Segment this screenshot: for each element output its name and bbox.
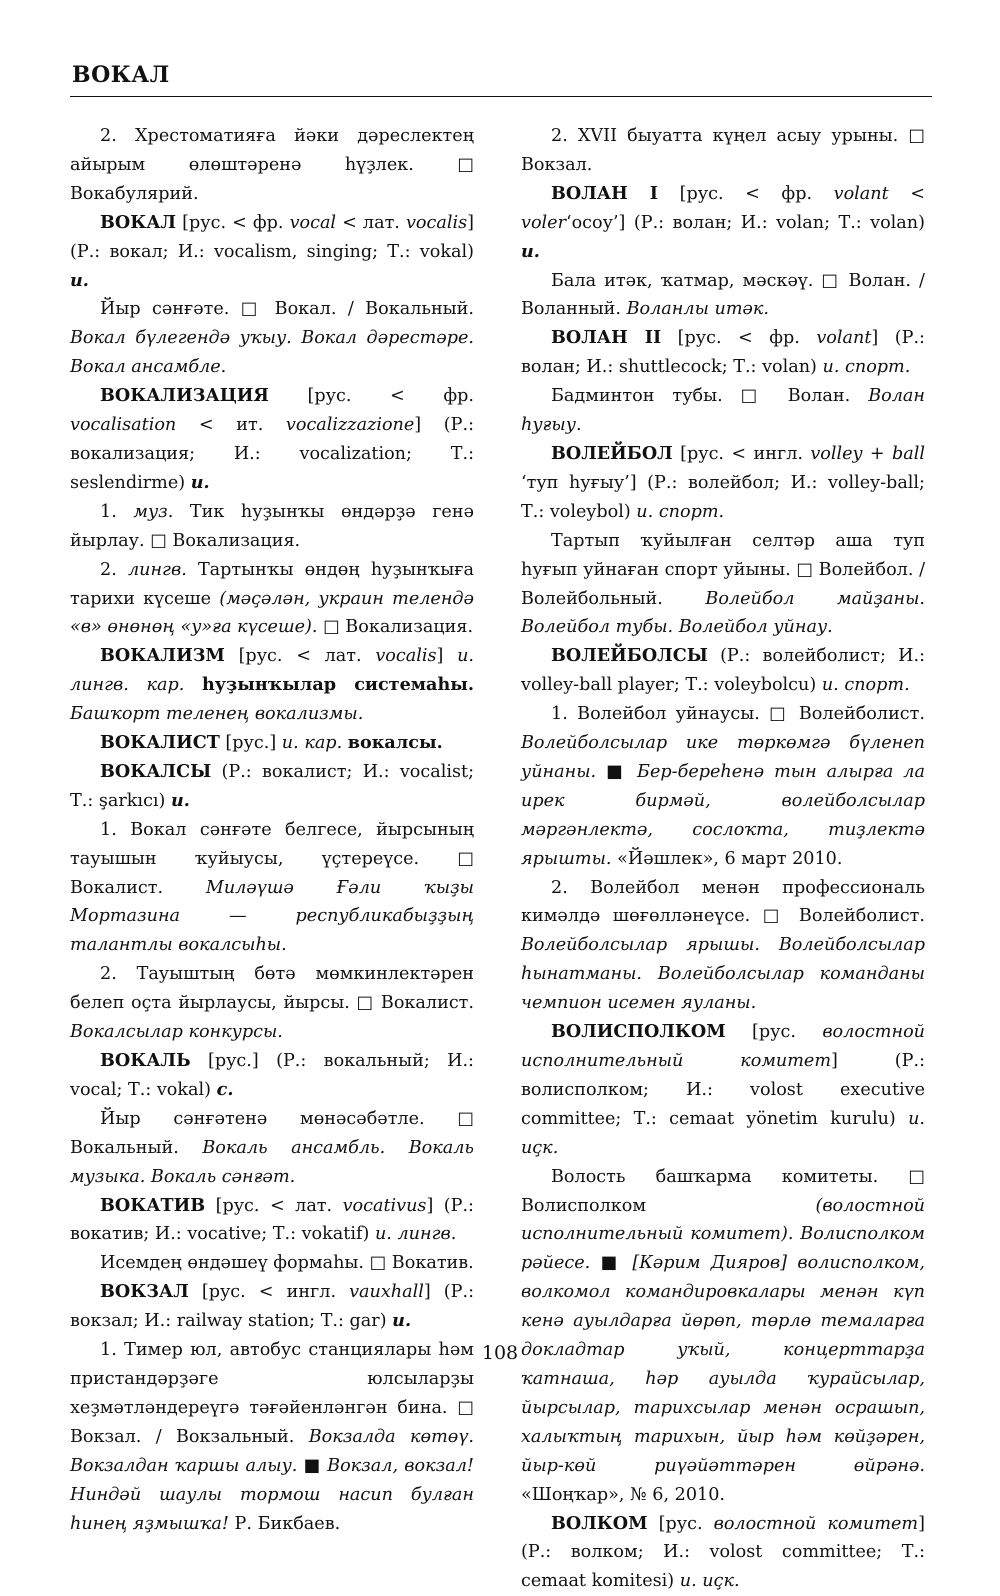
text-run: ] (Р.: вокал; И.: vocalism, singing; Т.: vokal) xyxy=(70,213,474,262)
text-run: Йыр сәнғәте. □ Вокал. / Вокальный. xyxy=(100,299,474,319)
entry-paragraph xyxy=(521,527,925,643)
text-run: ВОКАЛСЫ xyxy=(100,761,211,782)
text-run: и. иҫк. xyxy=(680,1571,740,1591)
entry-paragraph xyxy=(70,816,474,961)
page-number: 108 xyxy=(0,1342,1000,1364)
text-run: < лат. xyxy=(336,213,406,233)
text-run: и. спорт. xyxy=(823,357,911,377)
text-run: [рус. < лат. xyxy=(225,646,375,666)
entry-paragraph xyxy=(521,324,925,382)
text-run: ВОКАТИВ xyxy=(100,1195,205,1216)
text-run: Вокаль ансамбль. Вокаль музыка. Вокаль сәнғәт. xyxy=(70,1138,474,1187)
text-run: Бала итәк, ҡатмар, мәскәү. □ Волан. / Воланный. xyxy=(521,271,925,320)
text-run: Тик һуҙынҡы өндәрҙә генә йырлау. □ Вокализация. xyxy=(70,502,474,551)
text-run: «Шоңҡар», № 6, 2010. xyxy=(521,1485,725,1505)
text-run: ] (Р.: вокатив; И.: vocative; Т.: vokatif) xyxy=(70,1196,474,1245)
text-run: Волейболсылар ярышы. Волейболсылар һынатманы. Волейболсылар команданы чемпион исемен яуланы. xyxy=(521,935,925,1013)
text-run: Вокзал, вокзал! Ниндәй шаулы тормош насип булған һинең яҙмышҡа! xyxy=(70,1456,474,1534)
text-run: [рус. xyxy=(726,1022,823,1042)
text-run: ■ xyxy=(596,762,637,782)
text-run: ВОЛАН II xyxy=(551,327,661,348)
entry-paragraph xyxy=(521,122,925,180)
text-run: vocativus xyxy=(343,1196,427,1216)
text-run: [рус. xyxy=(648,1514,714,1534)
entry-paragraph xyxy=(521,1510,925,1596)
text-run: [рус. < фр. xyxy=(661,328,816,348)
text-run: ВОЛЕЙБОЛ xyxy=(551,443,673,464)
text-run: ВОЛИСПОЛКОМ xyxy=(551,1021,726,1042)
text-run: Р. Бикбаев. xyxy=(229,1514,340,1534)
entry-paragraph xyxy=(70,1047,474,1105)
text-run: ] (Р.: волан; И.: shuttlecock; Т.: volan) xyxy=(521,328,925,377)
text-run: и. лингв. кар. xyxy=(70,646,474,695)
text-run: волостной комитет xyxy=(714,1514,919,1534)
text-run: ■ xyxy=(297,1456,327,1476)
entry-paragraph xyxy=(70,960,474,1047)
text-run: Миләүшә Ғәли ҡыҙы Мортазина — республикабыҙҙың талантлы вокалсыһы. xyxy=(70,878,474,956)
text-run: < ит. xyxy=(176,415,286,435)
entry-paragraph xyxy=(70,1336,474,1538)
text-run: [рус.] (Р.: вокальный; И.: vocal; Т.: vokal) xyxy=(70,1051,474,1100)
text-run: (Р.: вокалист; И.: vocalist; Т.: şarkıcı) xyxy=(70,762,474,811)
entry-paragraph xyxy=(70,295,474,382)
entry-paragraph xyxy=(521,642,925,700)
text-run: Исемдең өндәшеү формаһы. □ Вокатив. xyxy=(100,1253,474,1273)
entry-paragraph xyxy=(70,556,474,643)
text-run: 1. xyxy=(100,502,133,522)
text-run: [рус. < фр. xyxy=(176,213,289,233)
entry-paragraph xyxy=(521,440,925,527)
text-run: вокалсы. xyxy=(348,732,443,753)
text-run: муз. xyxy=(133,502,173,522)
text-run: волостной исполнительный комитет xyxy=(521,1022,925,1071)
text-run: [рус. < фр. xyxy=(658,184,834,204)
entry-paragraph xyxy=(70,1105,474,1192)
text-run: и. xyxy=(392,1310,411,1331)
text-run: < xyxy=(889,184,925,204)
text-run: Волость башҡарма комитеты. □ Волисполком xyxy=(521,1167,925,1216)
text-run: и. спорт. xyxy=(822,675,910,695)
text-run: volant xyxy=(816,328,871,348)
text-run: ВОКАЛЬ xyxy=(100,1050,191,1071)
text-run: [рус. < ингл. xyxy=(673,444,811,464)
text-run: ВОЛКОМ xyxy=(551,1513,648,1534)
entry-paragraph xyxy=(70,498,474,556)
text-run: ■ xyxy=(590,1253,632,1273)
running-head: ВОКАЛ xyxy=(72,62,170,88)
text-run: ] (Р.: волисполком; И.: volost executive committee; Т.: cemaat yönetim kurulu) xyxy=(521,1051,925,1129)
entry-paragraph xyxy=(70,1192,474,1250)
entry-paragraph xyxy=(521,382,925,440)
text-run xyxy=(184,675,202,695)
text-run: Башҡорт теленең вокализмы. xyxy=(70,704,363,724)
text-run: ВОЛАН I xyxy=(551,183,658,204)
text-run: һуҙынҡылар системаһы. xyxy=(202,674,474,695)
column-right xyxy=(521,122,925,1596)
text-run: ВОКАЛИСТ xyxy=(100,732,220,753)
text-run: Тартынҡы өндөң һуҙынҡыға тарихи күсеше xyxy=(70,560,474,609)
text-run: 2. Тауыштың бөтә мөмкинлектәрен белеп оҫта йырлаусы, йырсы. □ Вокалист. xyxy=(70,964,474,1013)
text-run: [рус. < фр. xyxy=(269,386,474,406)
entry-paragraph xyxy=(521,180,925,267)
text-run: Вокзалда көтөү. Вокзалдан ҡаршы алыу. xyxy=(70,1427,474,1476)
text-run: 1. Вокал сәнғәте белгесе, йырсының тауышын ҡуйыусы, үҫтереүсе. □ Вокалист. xyxy=(70,820,474,898)
text-run: [рус.] xyxy=(220,733,282,753)
text-run: и. xyxy=(70,270,89,291)
entry-paragraph xyxy=(70,122,474,209)
text-run: «Йәшлек», 6 март 2010. xyxy=(612,849,843,869)
text-run: [рус. < ингл. xyxy=(189,1282,349,1302)
text-run: лингв. xyxy=(128,560,187,580)
entry-paragraph xyxy=(70,209,474,296)
text-run: 1. Тимер юл, автобус станциялары һәм пристандәрҙәге юлсыларҙы хеҙмәтләндереүгә тәғәйенләнгән бина. □ Вокзал. / Вокзальный. xyxy=(70,1340,474,1447)
text-run: ‘туп һуғыу’] (Р.: волейбол; И.: volley-ball; Т.: voleybol) xyxy=(521,473,925,522)
text-run: 2. Волейбол менән профессиональ кимәлдә шөғөлләнеүсе. □ Волейболист. xyxy=(521,878,925,927)
entry-paragraph xyxy=(70,758,474,816)
text-run: 2. XVII быуатта күңел асыу урыны. □ Вокзал. xyxy=(521,126,925,175)
text-run: с. xyxy=(217,1079,234,1100)
text-run: Волейбол майҙаны. Волейбол тубы. Волейбол уйнау. xyxy=(521,589,925,638)
text-run: ВОКАЛИЗАЦИЯ xyxy=(100,385,269,406)
entry-paragraph xyxy=(70,642,474,729)
text-run: □ Вокализация. xyxy=(318,617,474,637)
entry-paragraph xyxy=(521,267,925,325)
text-run: (мәҫәлән, украин телендә «в» өнөнөң «у»ға күсеше). xyxy=(70,589,474,638)
text-run: 2. xyxy=(100,560,128,580)
text-run: (волостной исполнительный комитет). Волисполком рәйесе. xyxy=(521,1196,925,1274)
text-run: и. xyxy=(521,241,540,262)
text-run: vauxhall xyxy=(349,1282,424,1302)
entry-paragraph xyxy=(521,1163,925,1510)
text-run: volley + ball xyxy=(810,444,925,464)
text-run: (Р.: волейболист; И.: volley-ball player; Т.: voleybolcu) xyxy=(521,646,925,695)
entry-paragraph xyxy=(521,874,925,1019)
text-run: ВОЛЕЙБОЛСЫ xyxy=(551,645,708,666)
text-run: [рус. < лат. xyxy=(205,1196,342,1216)
text-run: 1. Волейбол уйнаусы. □ Волейболист. xyxy=(551,704,925,724)
text-run: Йыр сәнғәтенә мөнәсәбәтле. □ Вокальный. xyxy=(70,1109,474,1158)
text-run: Воланлы итәк. xyxy=(627,299,769,319)
text-run: ] (Р.: вокзал; И.: railway station; Т.: gar) xyxy=(70,1282,474,1331)
text-run: ] (Р.: волком; И.: volost committee; Т.: cemaat komitesi) xyxy=(521,1514,925,1592)
header-rule xyxy=(70,96,932,97)
text-run: и. иҫк. xyxy=(521,1109,925,1158)
text-run: [Кәрим Дияров] волисполком, волкомол командировкалары менән күп кенә ауылдарға йөрөп, төрлө темаларға докладтар уҡый, концерттарҙа ҡатнаша, һәр ауылда ҡурайсылар, йырсылар, тарихсылар менән осрашып, халыҡтың тарихын, йыр һәм көйҙәрен, йыр-көй риүәйәттәрен өйрәнә. xyxy=(521,1253,925,1475)
entry-paragraph xyxy=(70,382,474,498)
text-run: и. xyxy=(171,790,190,811)
text-run: vocalisation xyxy=(70,415,176,435)
text-run: ВОКАЛИЗМ xyxy=(100,645,225,666)
entry-paragraph xyxy=(70,1278,474,1336)
text-run: Вокалсылар конкурсы. xyxy=(70,1022,283,1042)
text-run: ] (Р.: вокализация; И.: vocalization; Т.: seslendirme) xyxy=(70,415,474,493)
text-run: vocalizzazione xyxy=(286,415,414,435)
text-run: voler xyxy=(521,213,566,233)
text-run: vocalis xyxy=(375,646,436,666)
text-run: volant xyxy=(834,184,889,204)
text-run: 2. Хрестоматияға йәки дәреслектең айырым өлөштәренә һүҙлек. □ Вокабулярий. xyxy=(70,126,474,204)
entry-paragraph xyxy=(70,1249,474,1278)
text-run: vocal xyxy=(290,213,337,233)
text-run: Волейболсылар ике төркөмгә бүленеп уйнаны. xyxy=(521,733,925,782)
entry-paragraph xyxy=(521,700,925,873)
text-run: ] xyxy=(437,646,458,666)
text-run: Волан һуғыу. xyxy=(521,386,925,435)
text-run: vocalis xyxy=(406,213,467,233)
column-left xyxy=(70,122,474,1538)
entry-paragraph xyxy=(70,729,474,758)
text-run: и. спорт. xyxy=(636,502,724,522)
text-run: Бадминтон тубы. □ Волан. xyxy=(551,386,868,406)
text-run: ‘осоу’] (Р.: волан; И.: volan; Т.: volan) xyxy=(566,213,925,233)
text-run: и. лингв. xyxy=(375,1224,456,1244)
text-run: и. кар. xyxy=(282,733,342,753)
text-run: и. xyxy=(191,472,210,493)
text-run: Бер-береһенә тын алырға ла ирек бирмәй, волейболсылар мәргәнлектә, сослоҡта, тиҙлектә ярышты. xyxy=(521,762,925,869)
entry-paragraph xyxy=(521,1018,925,1163)
text-run: ВОКАЛ xyxy=(100,212,176,233)
text-run: Тартып ҡуйылған селтәр аша туп һуғып уйнаған спорт уйыны. □ Волейбол. / Волейбольный. xyxy=(521,531,925,609)
text-run: Вокал бүлегендә уҡыу. Вокал дәрестәре. Вокал ансамбле. xyxy=(70,328,474,377)
text-run: ВОКЗАЛ xyxy=(100,1281,189,1302)
